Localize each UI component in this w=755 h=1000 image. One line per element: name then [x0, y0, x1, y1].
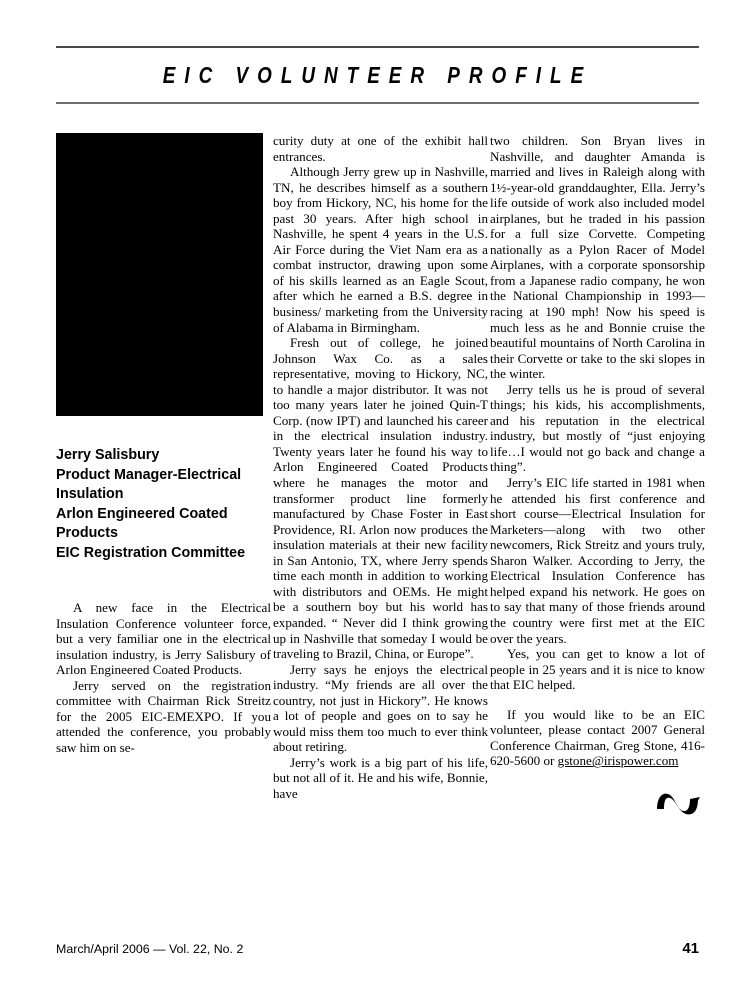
- paragraph: two children. Son Bryan lives in Nashville, and daughter Amanda is married and lives in Raleigh along with 1½-year-old granddaughter, Ella. Jerry’s life outside of work also included model airplanes, but he traded in his passion for a full size Corvette. Competing nationally as a Pylon Racer of Model Airplanes, with a corporate sponsorship from a Japanese radio company, he won the National Championship in 1993—racing at 190 mph! Now his speed is much less as he and Bonnie cruise the beautiful mountains of North Carolina in their Corvette or take to the ski slopes in the winter.: [490, 133, 705, 382]
- footer-page-number: 41: [682, 940, 699, 957]
- left-column-body: [56, 600, 271, 755]
- paragraph: Jerry says he enjoys the electrical industry. “My friends are all over the country, not just in Hickory”. He knows a lot of people and goes on to say he would miss them too much to ever think about retiring.: [273, 661, 488, 755]
- end-mark-icon: [655, 787, 701, 817]
- page-footer: [56, 940, 699, 957]
- page-title: EIC VOLUNTEER PROFILE: [162, 62, 593, 88]
- caption-name: Jerry Salisbury: [56, 447, 160, 463]
- caption-title: Product Manager-Electrical Insulation: [56, 466, 242, 502]
- email-link[interactable]: gstone@irispower.com: [557, 753, 679, 769]
- masthead: [56, 46, 699, 104]
- masthead-rule-bottom: [56, 102, 699, 104]
- photo-caption: [56, 446, 271, 563]
- footer-issue: March/April 2006 — Vol. 22, No. 2: [56, 942, 244, 956]
- paragraph: Jerry tells us he is proud of several things; his kids, his accomplishments, and his reputation in the electrical industry, but mostly of “just enjoying life…I would not go back and change a thing”.: [490, 381, 705, 475]
- portrait-photo: [56, 133, 263, 416]
- paragraph-contact: [490, 707, 705, 769]
- caption-company: Arlon Engineered Coated Products: [56, 505, 228, 541]
- paragraph: A new face in the Electrical Insulation Conference volunteer force, but a very familiar one in the electrical insulation industry, is Jerry Salisbury of Arlon Engineered Coated Products.: [56, 600, 271, 678]
- paragraph: Fresh out of college, he joined Johnson Wax Co. as a sales representative, moving to Hickory, NC, to handle a major distributor. It was not too many years later he joined Quin-T Corp. (now IPT) and launched his career in the electrical insulation industry. Twenty years later he found his way to Arlon Engineered Coated Products where he manages the motor and transformer product line formerly manufactured by Chase Foster in East Providence, RI. Arlon now produces the insulation materials at their new facility in San Antonio, TX, where Jerry spends time each month in addition to working with distributors and OEMs. He might be a southern boy but his world has expanded. “ Never did I think growing up in Nashville that someday I would be traveling to Brazil, China, or Europe”.: [273, 335, 488, 662]
- column-left: [56, 133, 271, 755]
- end-mark-container: [490, 787, 705, 821]
- column-right: [490, 133, 705, 820]
- caption-role: EIC Registration Committee: [56, 544, 246, 561]
- paragraph: Although Jerry grew up in Nashville, TN, he describes himself as a southern boy from Hickory, NC, his home for the past 30 years. After high school in Nashville, he spent 4 years in the U.S. Air Force during the Viet Nam era as a combat instructor, drawing upon some of his skills learned as an Eagle Scout, after which he earned a B.S. degree in business/ marketing from the University of Alabama in Birmingham.: [273, 164, 488, 335]
- paragraph: curity duty at one of the exhibit hall entrances.: [273, 133, 488, 164]
- paragraph: Yes, you can get to know a lot of people in 25 years and it is nice to know that EIC helped.: [490, 646, 705, 693]
- column-middle: [273, 133, 488, 802]
- paragraph: Jerry’s EIC life started in 1981 when he attended his first conference and short course—Electrical Insulation for Marketers—along with two other newcomers, Rick Streitz and yours truly, Sharon Walker. According to Jerry, the Electrical Insulation Conference has helped expand his network. He goes on to say that many of those friends around the country were first met at the EIC over the years.: [490, 475, 705, 646]
- paragraph: Jerry served on the registration committee with Chairman Rick Streitz for the 2005 EIC-EMEXPO. If you attended the conference, you probably saw him on se-: [56, 677, 271, 755]
- contact-text: If you would like to be an EIC volunteer, please contact 2007 General Conference Chairman, Greg Stone, 416-620-5600 or: [490, 706, 705, 769]
- paragraph: Jerry’s work is a big part of his life, but not all of it. He and his wife, Bonnie, have: [273, 754, 488, 801]
